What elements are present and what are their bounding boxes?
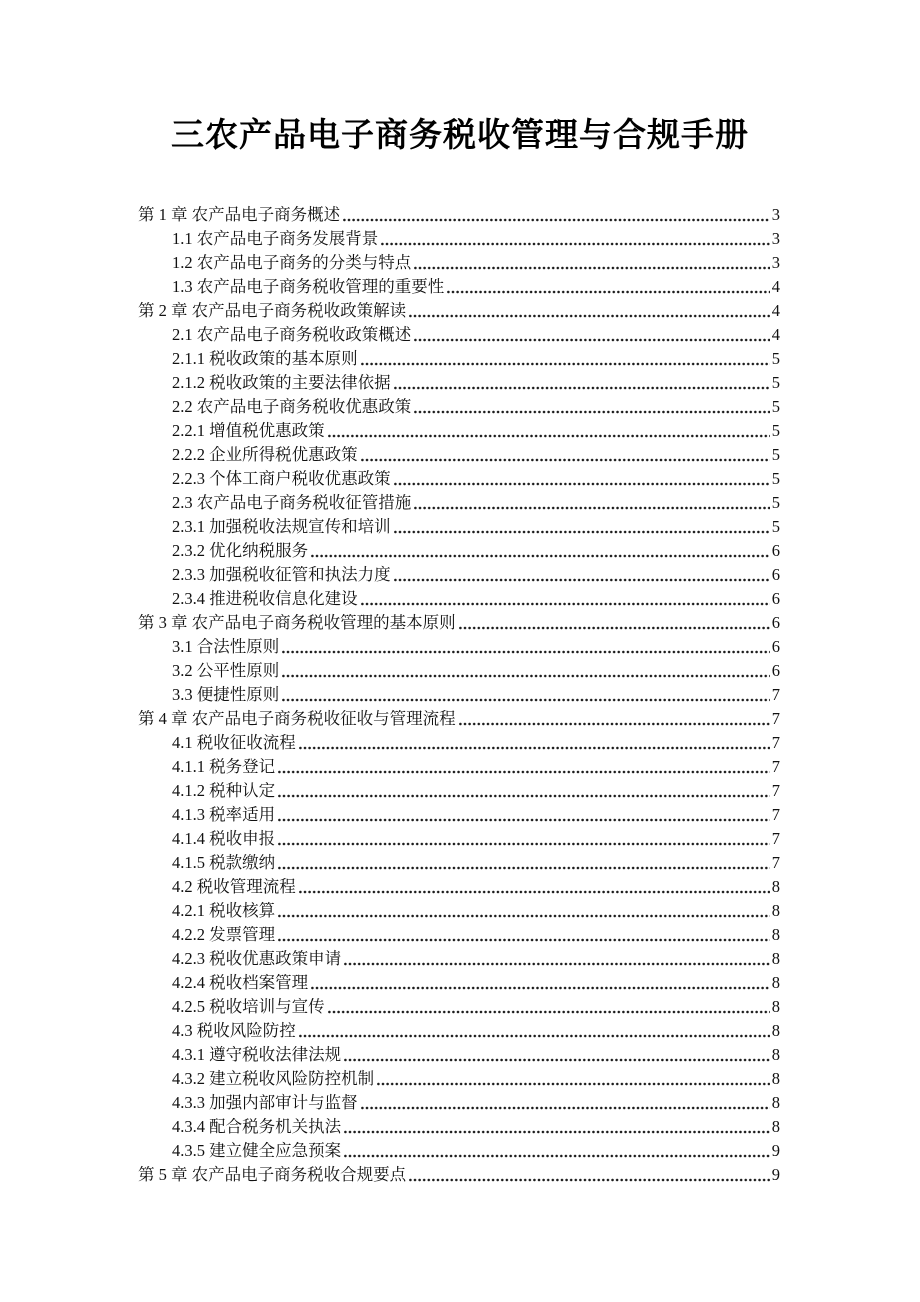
toc-entry: [138, 826, 780, 850]
dot-leader: [278, 794, 770, 798]
dot-leader: [282, 674, 770, 678]
toc-entry-page: 8: [771, 1021, 780, 1040]
dot-leader: [299, 746, 770, 750]
toc-entry-label: 2.2.1 增值税优惠政策: [172, 421, 325, 440]
toc-entry: [138, 1042, 780, 1066]
toc-entry-label: 2.1 农产品电子商务税收政策概述: [172, 325, 412, 344]
toc-entry-page: 6: [771, 661, 780, 680]
toc-entry-page: 8: [771, 997, 780, 1016]
toc-entry-label: 第 1 章 农产品电子商务概述: [138, 205, 341, 224]
toc-entry: [138, 682, 780, 706]
toc-entry-page: 5: [771, 469, 780, 488]
toc-entry: [138, 1138, 780, 1162]
dot-leader: [328, 1010, 770, 1014]
toc-entry-label: 2.1.1 税收政策的基本原则: [172, 349, 358, 368]
toc-entry-label: 2.1.2 税收政策的主要法律依据: [172, 373, 391, 392]
toc-entry-page: 8: [771, 925, 780, 944]
toc-entry-label: 4.1.2 税种认定: [172, 781, 276, 800]
toc-entry-page: 3: [771, 205, 780, 224]
toc-entry-page: 9: [771, 1165, 780, 1184]
dot-leader: [361, 362, 770, 366]
toc-entry-label: 2.3.4 推进税收信息化建设: [172, 589, 358, 608]
toc-entry-page: 7: [771, 781, 780, 800]
toc-entry-page: 7: [771, 805, 780, 824]
toc-entry-label: 1.3 农产品电子商务税收管理的重要性: [172, 277, 445, 296]
toc-entry: [138, 346, 780, 370]
toc-entry-label: 1.2 农产品电子商务的分类与特点: [172, 253, 412, 272]
toc-entry: [138, 994, 780, 1018]
dot-leader: [381, 242, 770, 246]
dot-leader: [328, 434, 770, 438]
toc-entry-label: 4.3.4 配合税务机关执法: [172, 1117, 342, 1136]
toc-entry-page: 5: [771, 493, 780, 512]
toc-entry-page: 8: [771, 901, 780, 920]
toc-entry-page: 5: [771, 517, 780, 536]
toc-entry-page: 6: [771, 541, 780, 560]
toc-entry-page: 8: [771, 1069, 780, 1088]
toc-entry-label: 4.2 税收管理流程: [172, 877, 296, 896]
toc-entry-label: 3.3 便捷性原则: [172, 685, 280, 704]
dot-leader: [344, 962, 770, 966]
dot-leader: [361, 602, 770, 606]
toc-entry: [138, 1162, 780, 1186]
toc-entry: [138, 970, 780, 994]
toc-entry-label: 4.1.1 税务登记: [172, 757, 276, 776]
toc-entry: [138, 418, 780, 442]
toc-entry: [138, 250, 780, 274]
toc-entry: [138, 634, 780, 658]
toc-entry: [138, 202, 780, 226]
toc-entry-page: 7: [771, 709, 780, 728]
toc-entry-page: 6: [771, 589, 780, 608]
toc-entry-page: 8: [771, 877, 780, 896]
toc-entry: [138, 1066, 780, 1090]
toc-entry-page: 6: [771, 565, 780, 584]
dot-leader: [394, 530, 770, 534]
dot-leader: [409, 314, 770, 318]
toc-entry: [138, 802, 780, 826]
dot-leader: [414, 506, 770, 510]
toc-entry-label: 第 5 章 农产品电子商务税收合规要点: [138, 1165, 407, 1184]
toc-entry: [138, 442, 780, 466]
toc-entry-label: 2.3 农产品电子商务税收征管措施: [172, 493, 412, 512]
toc-entry: [138, 538, 780, 562]
toc-entry: [138, 466, 780, 490]
toc-entry-page: 5: [771, 349, 780, 368]
toc-entry-label: 2.3.2 优化纳税服务: [172, 541, 309, 560]
toc-entry-label: 4.2.3 税收优惠政策申请: [172, 949, 342, 968]
toc-entry-label: 4.1.4 税收申报: [172, 829, 276, 848]
document-title: 三农产品电子商务税收管理与合规手册: [171, 118, 749, 154]
toc-entry-label: 4.3.3 加强内部审计与监督: [172, 1093, 358, 1112]
toc-entry: [138, 562, 780, 586]
dot-leader: [344, 1058, 770, 1062]
toc-entry-label: 4.3.5 建立健全应急预案: [172, 1141, 342, 1160]
toc-entry-label: 4.1 税收征收流程: [172, 733, 296, 752]
dot-leader: [394, 482, 770, 486]
toc-entry-page: 6: [771, 637, 780, 656]
toc-entry-label: 4.2.4 税收档案管理: [172, 973, 309, 992]
toc-entry-page: 8: [771, 1117, 780, 1136]
toc-entry-label: 2.2 农产品电子商务税收优惠政策: [172, 397, 412, 416]
toc-entry: [138, 946, 780, 970]
toc-entry-page: 8: [771, 973, 780, 992]
dot-leader: [278, 818, 770, 822]
dot-leader: [282, 650, 770, 654]
toc-entry: [138, 778, 780, 802]
toc-entry: [138, 1090, 780, 1114]
dot-leader: [447, 290, 770, 294]
toc-entry: [138, 1018, 780, 1042]
toc-entry-page: 8: [771, 1045, 780, 1064]
dot-leader: [278, 866, 770, 870]
dot-leader: [344, 1130, 770, 1134]
toc-entry-label: 4.2.2 发票管理: [172, 925, 276, 944]
dot-leader: [377, 1082, 770, 1086]
toc-entry-page: 7: [771, 685, 780, 704]
toc-entry-page: 8: [771, 1093, 780, 1112]
dot-leader: [299, 1034, 770, 1038]
table-of-contents: [138, 202, 780, 1186]
toc-entry: [138, 586, 780, 610]
dot-leader: [344, 1154, 770, 1158]
toc-entry: [138, 610, 780, 634]
dot-leader: [459, 626, 770, 630]
toc-entry-page: 3: [771, 253, 780, 272]
dot-leader: [311, 986, 770, 990]
toc-entry-page: 4: [771, 301, 780, 320]
toc-entry-page: 6: [771, 613, 780, 632]
toc-entry-page: 7: [771, 757, 780, 776]
toc-entry-page: 5: [771, 397, 780, 416]
dot-leader: [414, 338, 770, 342]
toc-entry-page: 5: [771, 373, 780, 392]
toc-entry-label: 第 3 章 农产品电子商务税收管理的基本原则: [138, 613, 456, 632]
toc-entry-label: 4.3 税收风险防控: [172, 1021, 296, 1040]
toc-entry-label: 3.1 合法性原则: [172, 637, 280, 656]
toc-entry-page: 4: [771, 325, 780, 344]
toc-entry: [138, 394, 780, 418]
toc-entry-label: 4.1.3 税率适用: [172, 805, 276, 824]
toc-entry: [138, 754, 780, 778]
toc-entry-label: 2.3.3 加强税收征管和执法力度: [172, 565, 391, 584]
toc-entry-page: 3: [771, 229, 780, 248]
toc-entry-page: 4: [771, 277, 780, 296]
toc-entry-page: 7: [771, 733, 780, 752]
dot-leader: [278, 770, 770, 774]
toc-entry: [138, 874, 780, 898]
toc-entry: [138, 898, 780, 922]
toc-entry-label: 4.1.5 税款缴纳: [172, 853, 276, 872]
toc-entry: [138, 514, 780, 538]
toc-entry-label: 第 2 章 农产品电子商务税收政策解读: [138, 301, 407, 320]
toc-entry-page: 5: [771, 445, 780, 464]
dot-leader: [282, 698, 770, 702]
dot-leader: [278, 842, 770, 846]
toc-entry: [138, 658, 780, 682]
toc-entry-label: 2.2.2 企业所得税优惠政策: [172, 445, 358, 464]
dot-leader: [459, 722, 770, 726]
toc-entry: [138, 1114, 780, 1138]
toc-entry: [138, 322, 780, 346]
dot-leader: [343, 218, 770, 222]
toc-entry-label: 1.1 农产品电子商务发展背景: [172, 229, 379, 248]
toc-entry: [138, 298, 780, 322]
toc-entry-label: 4.3.2 建立税收风险防控机制: [172, 1069, 375, 1088]
dot-leader: [278, 938, 770, 942]
toc-entry: [138, 490, 780, 514]
toc-entry-page: 7: [771, 853, 780, 872]
toc-entry-page: 5: [771, 421, 780, 440]
toc-entry: [138, 706, 780, 730]
toc-entry: [138, 274, 780, 298]
toc-entry: [138, 730, 780, 754]
toc-entry-label: 2.3.1 加强税收法规宣传和培训: [172, 517, 391, 536]
dot-leader: [361, 1106, 770, 1110]
toc-entry-page: 9: [771, 1141, 780, 1160]
toc-entry-page: 7: [771, 829, 780, 848]
toc-entry: [138, 226, 780, 250]
toc-entry-label: 2.2.3 个体工商户税收优惠政策: [172, 469, 391, 488]
toc-entry-label: 3.2 公平性原则: [172, 661, 280, 680]
toc-entry-label: 第 4 章 农产品电子商务税收征收与管理流程: [138, 709, 456, 728]
toc-entry: [138, 922, 780, 946]
dot-leader: [394, 578, 770, 582]
dot-leader: [414, 266, 770, 270]
dot-leader: [278, 914, 770, 918]
dot-leader: [311, 554, 770, 558]
toc-entry: [138, 370, 780, 394]
dot-leader: [394, 386, 770, 390]
dot-leader: [414, 410, 770, 414]
toc-entry-label: 4.3.1 遵守税收法律法规: [172, 1045, 342, 1064]
toc-entry-label: 4.2.5 税收培训与宣传: [172, 997, 325, 1016]
toc-entry: [138, 850, 780, 874]
toc-entry-page: 8: [771, 949, 780, 968]
dot-leader: [299, 890, 770, 894]
dot-leader: [409, 1178, 770, 1182]
toc-entry-label: 4.2.1 税收核算: [172, 901, 276, 920]
dot-leader: [361, 458, 770, 462]
